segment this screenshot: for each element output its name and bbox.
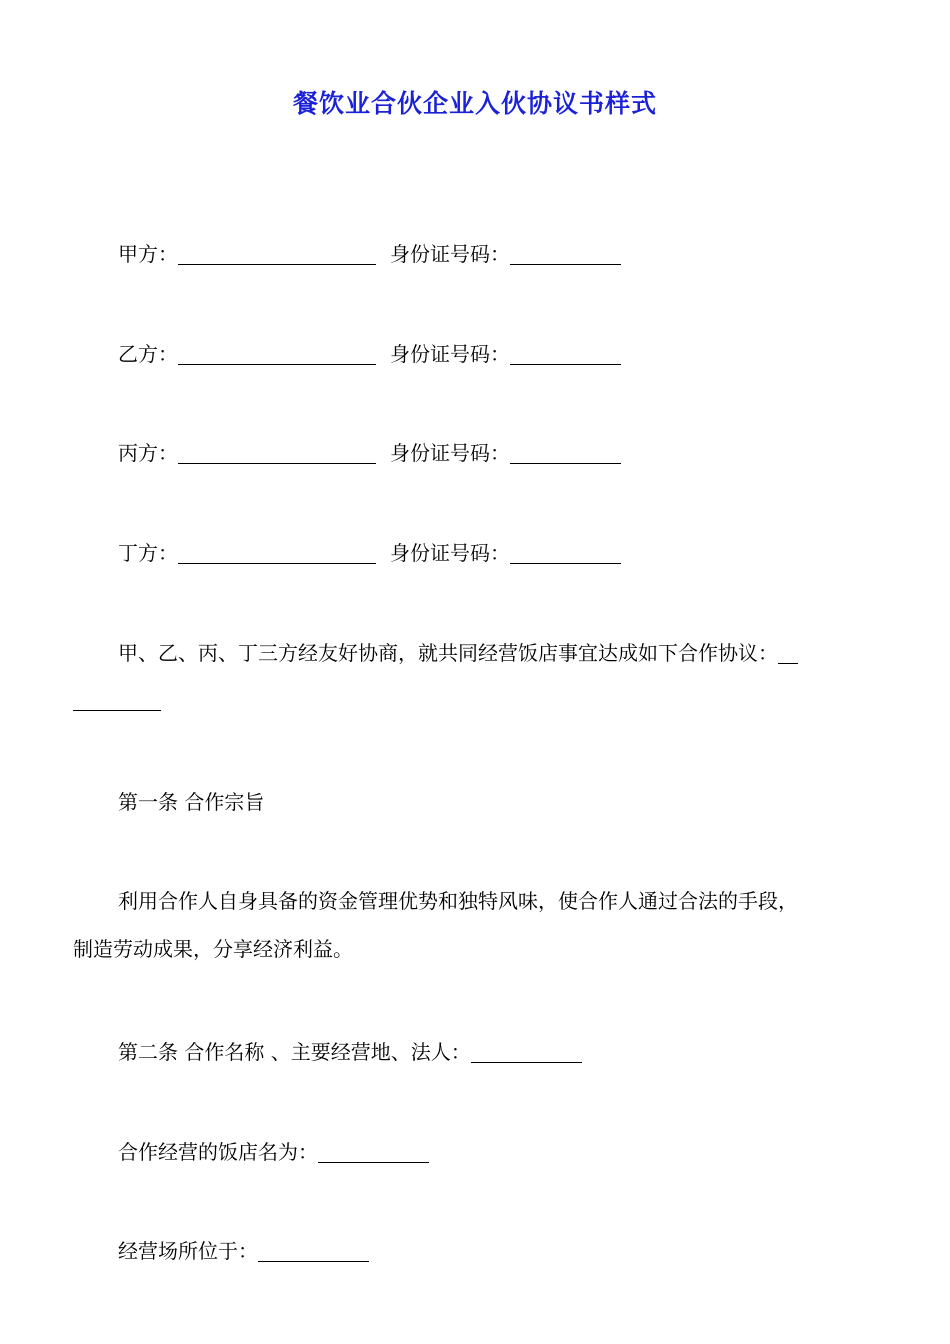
party-label: 丙方： — [118, 441, 178, 465]
page-title: 餐饮业合伙企业入伙协议书样式 — [292, 89, 657, 118]
location-blank — [258, 1241, 369, 1262]
legal-person-blank — [471, 1042, 582, 1063]
intro-paragraph — [118, 637, 798, 666]
intro-continuation — [73, 688, 161, 712]
party-row-d — [118, 537, 621, 566]
article-1-body-line-2: 制造劳动成果，分享经济利益。 — [73, 937, 353, 961]
id-label: 身份证号码： — [390, 242, 510, 266]
name-blank — [178, 244, 376, 265]
id-blank — [510, 443, 621, 464]
party-label: 丁方： — [118, 541, 178, 565]
location-row — [118, 1235, 369, 1264]
id-blank — [510, 344, 621, 365]
restaurant-name-label: 合作经营的饭店名为： — [118, 1140, 318, 1164]
id-label: 身份证号码： — [390, 342, 510, 366]
party-label: 甲方： — [118, 242, 178, 266]
article-1-heading: 第一条 合作宗旨 — [118, 790, 265, 814]
restaurant-name-row — [118, 1136, 429, 1165]
intro-blank-continued — [73, 690, 161, 711]
id-label: 身份证号码： — [390, 441, 510, 465]
party-row-a — [118, 238, 621, 267]
restaurant-name-blank — [318, 1142, 429, 1163]
article-2-heading — [118, 1036, 582, 1065]
id-blank — [510, 244, 621, 265]
name-blank — [178, 443, 376, 464]
name-blank — [178, 344, 376, 365]
party-label: 乙方： — [118, 342, 178, 366]
party-row-b — [118, 338, 621, 367]
intro-blank-end — [778, 643, 798, 664]
location-label: 经营场所位于： — [118, 1239, 258, 1263]
name-blank — [178, 543, 376, 564]
intro-text: 甲、乙、丙、丁三方经友好协商，就共同经营饭店事宜达成如下合作协议： — [118, 641, 778, 665]
id-label: 身份证号码： — [390, 541, 510, 565]
party-row-c — [118, 437, 621, 466]
id-blank — [510, 543, 621, 564]
article-2-heading-text: 第二条 合作名称 、主要经营地、法人： — [118, 1040, 471, 1064]
article-1-body-line-1: 利用合作人自身具备的资金管理优势和独特风味，使合作人通过合法的手段， — [118, 889, 798, 913]
